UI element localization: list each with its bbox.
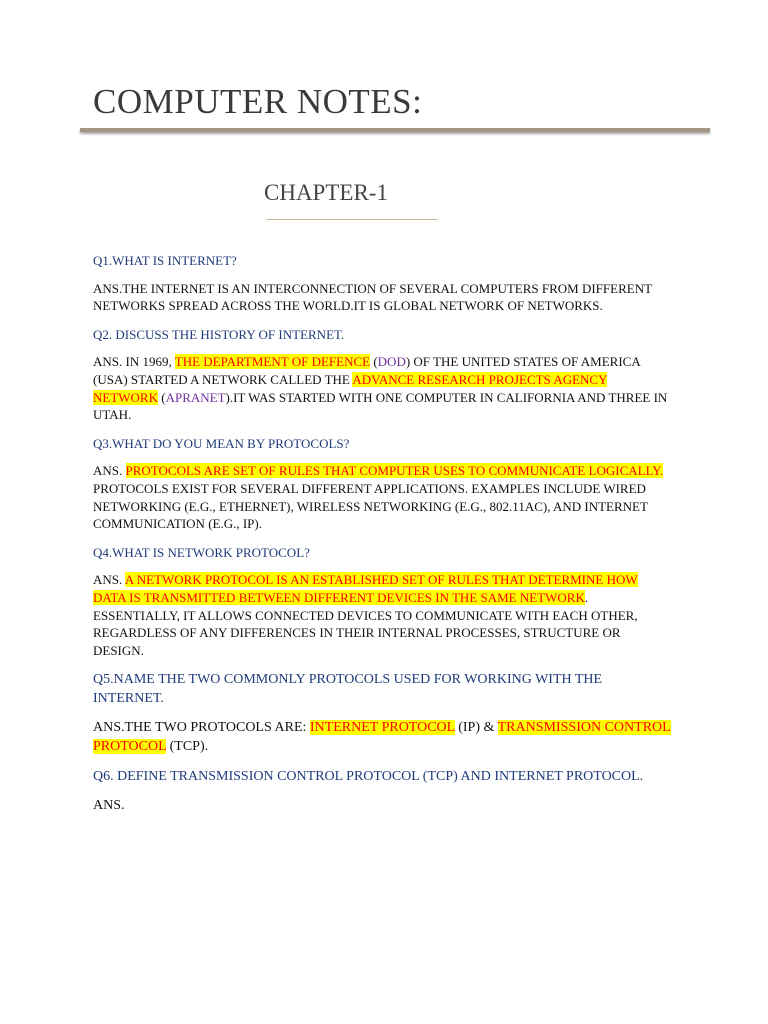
answer-text: . ESSENTIALLY, IT ALLOWS CONNECTED DEVICES TO COMMUNICATE WITH EACH OTHER, REGARDLESS OF ANY DIFFERENCES IN THEIR INTERNAL PROCESSES, STRUCTURE OR DESIGN.	[93, 589, 638, 658]
answer-text: ANS.	[93, 463, 126, 479]
answer-text: ANS.THE TWO PROTOCOLS ARE:	[93, 720, 310, 736]
highlight: THE DEPARTMENT OF DEFENCE	[174, 354, 371, 370]
highlight: ADVANCE RESEARCH PROJECTS AGENCY NETWORK	[93, 371, 608, 405]
highlight: INTERNET PROTOCOL	[309, 720, 455, 736]
answer-5	[93, 718, 673, 756]
highlight: TRANSMISSION CONTROL PROTOCOL	[93, 720, 671, 755]
answer-text: ANS.	[93, 572, 125, 588]
answer-3	[93, 462, 673, 532]
answer-text: ) OF THE UNITED STATES OF AMERICA (USA) STARTED A NETWORK CALLED THE	[93, 354, 641, 387]
answer-text: PROTOCOLS EXIST FOR SEVERAL DIFFERENT APPLICATIONS. EXAMPLES INCLUDE WIRED NETWORKING (E.G., ETHERNET), WIRELESS NETWORKING (E.G., 802.11AC), AND INTERNET COMMUNICATION (E.G., IP).	[93, 480, 648, 532]
answer-text: (	[370, 354, 378, 370]
acronym: APRANET	[165, 389, 226, 405]
chapter-divider	[266, 219, 438, 220]
answer-text: ANS. IN 1969,	[93, 354, 175, 370]
answer-text: (IP) &	[454, 720, 498, 736]
highlight: PROTOCOLS ARE SET OF RULES THAT COMPUTER USES TO COMMUNICATE LOGICALLY.	[125, 463, 664, 479]
answer-2	[93, 353, 673, 423]
answer-4	[93, 571, 673, 659]
question-3: Q3.WHAT DO YOU MEAN BY PROTOCOLS?	[93, 435, 350, 451]
highlight: A NETWORK PROTOCOL IS AN ESTABLISHED SET OF RULES THAT DETERMINE HOW DATA IS TRANSMITTED BETWEEN DIFFERENT DEVICES IN THE SAME NETWORK	[93, 572, 638, 605]
question-2: Q2. DISCUSS THE HISTORY OF INTERNET.	[93, 326, 345, 342]
question-6: Q6. DEFINE TRANSMISSION CONTROL PROTOCOL (TCP) AND INTERNET PROTOCOL.	[93, 769, 644, 785]
page-title: COMPUTER NOTES:	[93, 82, 423, 121]
acronym: DOD	[377, 354, 406, 370]
notes-body	[93, 252, 673, 826]
question-1: Q1.WHAT IS INTERNET?	[93, 253, 237, 268]
answer-text: ).IT WAS STARTED WITH ONE COMPUTER IN CALIFORNIA AND THREE IN UTAH.	[93, 389, 668, 423]
question-4: Q4.WHAT IS NETWORK PROTOCOL?	[93, 544, 310, 560]
answer-text: (TCP).	[166, 739, 209, 755]
answer-1: ANS.THE INTERNET IS AN INTERCONNECTION OF SEVERAL COMPUTERS FROM DIFFERENT NETWORKS SPREAD ACROSS THE WORLD.IT IS GLOBAL NETWORK OF NETWORKS.	[93, 280, 652, 314]
title-divider	[80, 128, 710, 132]
answer-6: ANS.	[93, 798, 125, 814]
answer-text: (	[158, 389, 166, 405]
question-5: Q5.NAME THE TWO COMMONLY PROTOCOLS USED FOR WORKING WITH THE INTERNET.	[93, 672, 603, 707]
chapter-heading: CHAPTER-1	[264, 180, 388, 205]
